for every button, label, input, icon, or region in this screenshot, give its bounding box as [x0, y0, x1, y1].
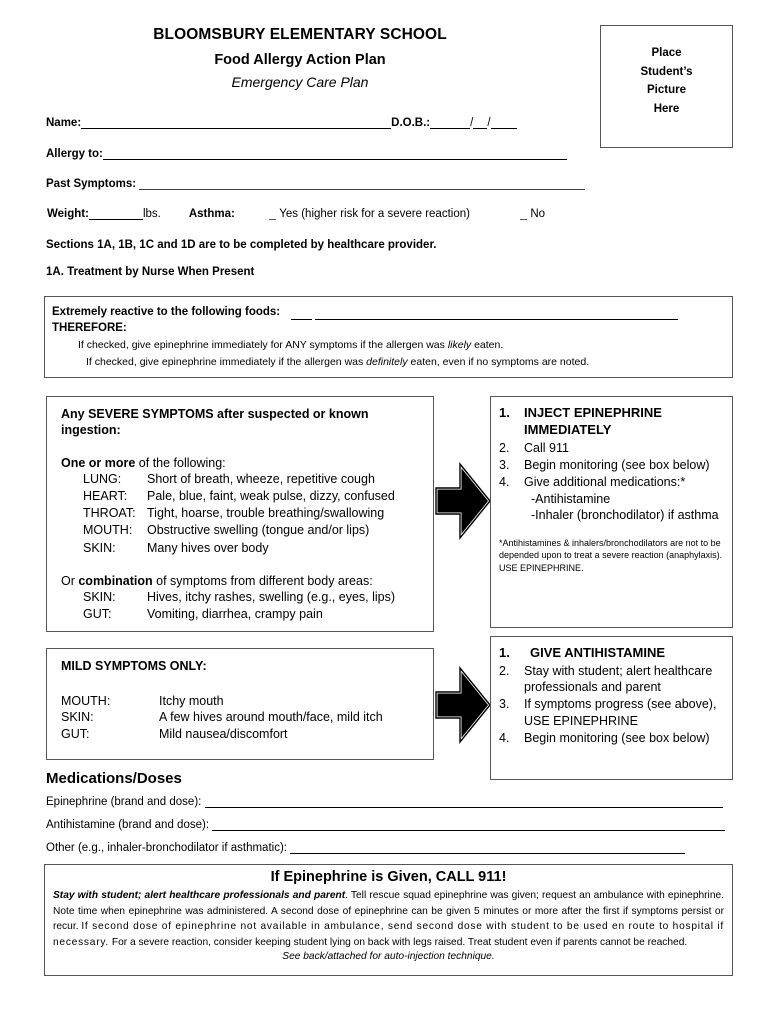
step-number: 1. [499, 645, 510, 660]
weight-unit-label: lbs. [142, 208, 161, 220]
medications-title: Medications/Doses [46, 770, 182, 787]
table-row [61, 606, 395, 623]
dob-slash-2: / [487, 117, 491, 129]
picture-placeholder-line-3: Picture [647, 84, 686, 97]
asthma-yes-label: Yes (higher risk for a severe reaction) [279, 208, 470, 220]
symptom-key: GUT: [61, 726, 90, 741]
therefore-label: THEREFORE: [52, 322, 127, 334]
table-row [61, 709, 383, 725]
step-text: Stay with student; alert healthcare professionals and parent [524, 663, 713, 695]
student-picture-placeholder[interactable] [600, 25, 733, 148]
reactive-instruction-2: If checked, give epinephrine immediately if the allergen was definitely eaten, even if no symptoms are noted. [86, 356, 590, 368]
call-911-title: If Epinephrine is Given, CALL 911! [270, 869, 507, 885]
school-name: BLOOMSBURY ELEMENTARY SCHOOL [153, 26, 447, 43]
picture-placeholder-line-4: Here [653, 102, 680, 115]
inject-epinephrine-box [490, 396, 733, 628]
symptom-key: SKIN: [61, 710, 94, 725]
call-911-footer: See back/attached for auto-injection technique. [282, 951, 495, 962]
dob-month-input[interactable] [430, 118, 470, 129]
weight-asthma-row [47, 208, 545, 220]
symptom-value: Pale, blue, faint, weak pulse, dizzy, confused [147, 489, 395, 504]
medication-label: Epinephrine (brand and dose): [46, 796, 202, 808]
severe-symptoms-box [46, 396, 434, 632]
combination-symptom-table [61, 589, 395, 623]
asthma-label: Asthma: [188, 208, 235, 220]
symptom-key: GUT: [83, 606, 112, 621]
other-medication-input[interactable] [290, 843, 685, 854]
picture-placeholder-line-1: Place [651, 47, 682, 59]
symptom-value: Hives, itchy rashes, swelling (e.g., eyes, lips) [147, 589, 396, 604]
symptom-value: Obstructive swelling (tongue and/or lips) [147, 523, 370, 538]
step-number: 1. [499, 405, 510, 420]
symptom-key: HEART: [83, 489, 128, 504]
step-text: Begin monitoring (see box below) [524, 458, 710, 473]
page-subtitle: Emergency Care Plan [231, 74, 369, 90]
one-or-more-label: One or more of the following: [61, 456, 226, 470]
allergy-label: Allergy to: [46, 148, 103, 160]
call-911-box [44, 864, 733, 976]
antihistamine-dose-input[interactable] [212, 820, 725, 831]
past-symptoms-input[interactable] [139, 179, 585, 190]
name-label: Name: [46, 117, 82, 129]
table-row [61, 693, 383, 709]
table-row [61, 589, 395, 606]
right-arrow-icon [434, 666, 492, 749]
dob-slash-1: / [470, 117, 474, 129]
picture-placeholder-line-2: Student’s [640, 65, 693, 78]
step-text: Give additional medications:* [524, 475, 686, 490]
step-number: 4. [499, 475, 510, 490]
list-item [499, 663, 724, 696]
allergy-row [46, 148, 567, 160]
step-number: 2. [499, 663, 510, 678]
list-item [499, 440, 724, 456]
symptom-value: Short of breath, wheeze, repetitive cough [147, 472, 375, 486]
list-item [499, 457, 724, 473]
name-input[interactable] [81, 118, 391, 129]
symptom-value: A few hives around mouth/face, mild itch [159, 710, 383, 725]
mild-symptoms-box [46, 648, 434, 760]
symptom-key: MOUTH: [61, 694, 111, 708]
reactive-foods-input[interactable] [315, 309, 678, 320]
table-row [61, 505, 395, 522]
asthma-no-label: No [530, 208, 546, 220]
allergy-input[interactable] [103, 149, 567, 160]
table-row [61, 540, 395, 557]
reactive-title: Extremely reactive to the following foods: [52, 306, 281, 318]
dob-label: D.O.B.: [391, 117, 431, 129]
combination-label: Or combination of symptoms from different body areas: [61, 573, 373, 588]
asthma-yes-checkbox[interactable] [269, 216, 276, 220]
list-item [499, 730, 724, 746]
name-row [46, 117, 517, 129]
sections-note: Sections 1A, 1B, 1C and 1D are to be completed by healthcare provider. [46, 239, 437, 251]
weight-label: Weight: [47, 208, 89, 220]
symptom-key: SKIN: [83, 589, 116, 604]
medication-label: Antihistamine (brand and dose): [46, 819, 210, 831]
antihistamine-step-list [499, 645, 724, 746]
list-item [499, 474, 724, 523]
right-arrow-icon [434, 462, 492, 545]
symptom-value: Itchy mouth [159, 694, 224, 708]
table-row [61, 488, 395, 505]
step-text: GIVE ANTIHISTAMINE [530, 645, 666, 660]
step-number: 4. [499, 730, 510, 745]
medication-row-other [46, 842, 685, 854]
symptom-value: Many hives over body [147, 540, 269, 555]
table-row [61, 471, 395, 488]
past-symptoms-label: Past Symptoms: [46, 178, 137, 190]
dob-day-input[interactable] [473, 118, 487, 129]
weight-input[interactable] [89, 209, 143, 220]
symptom-key: MOUTH: [83, 523, 133, 538]
step-number: 3. [499, 697, 510, 712]
document-header [0, 26, 600, 90]
severe-symptom-table [61, 471, 395, 557]
medication-row-antihistamine [46, 819, 725, 831]
section-1a-heading: 1A. Treatment by Nurse When Present [46, 266, 255, 278]
list-item [499, 696, 724, 729]
step-number: 3. [499, 458, 510, 473]
step-text: INJECT EPINEPHRINE IMMEDIATELY [524, 405, 662, 437]
list-item [499, 405, 724, 439]
reactive-checkbox[interactable] [291, 309, 312, 320]
symptom-key: THROAT: [83, 506, 136, 521]
epinephrine-dose-input[interactable] [205, 797, 723, 808]
call-911-body: Stay with student; alert healthcare professionals and parent. Tell rescue squad epinephrine was given; request an ambulance with epinephrine. Note time when epinephrine was administered. A second dose of epinephrine can be given 5 minutes or more after the first if symptoms persist or recur. If second dose of epinephrine not available in ambulance, send second dose with student to be used en route to hospital if necessary. For a severe reaction, consider keeping student lying on back with legs raised. Treat student even if parents cannot be reached. [53, 890, 724, 948]
step-text: If symptoms progress (see above), USE EPINEPHRINE [524, 697, 717, 728]
reactive-instruction-1: If checked, give epinephrine immediately for ANY symptoms if the allergen was likely eaten. [78, 339, 504, 351]
call-911-lead: Stay with student; alert healthcare professionals and parent [53, 890, 346, 901]
symptom-value: Tight, hoarse, trouble breathing/swallowing [147, 506, 385, 521]
give-antihistamine-box [490, 636, 733, 780]
symptom-value: Vomiting, diarrhea, crampy pain [147, 606, 323, 621]
extremely-reactive-box [44, 296, 733, 378]
symptom-key: SKIN: [83, 540, 116, 555]
step-sub-item: -Inhaler (bronchodilator) if asthma [531, 507, 719, 522]
dob-year-input[interactable] [491, 118, 517, 129]
mild-heading: MILD SYMPTOMS ONLY: [61, 659, 207, 673]
list-item [499, 645, 724, 662]
step-text: Call 911 [524, 440, 569, 455]
mild-symptom-table [61, 693, 383, 742]
table-row [61, 726, 383, 742]
epinephrine-step-list [499, 405, 724, 523]
medication-row-epinephrine [46, 796, 723, 808]
symptom-value: Mild nausea/discomfort [159, 726, 288, 741]
severe-heading: Any SEVERE SYMPTOMS after suspected or known ingestion: [61, 407, 369, 437]
medication-label: Other (e.g., inhaler-bronchodilator if asthmatic): [46, 842, 287, 854]
epinephrine-footnote: *Antihistamines & inhalers/bronchodilators are not to be depended upon to treat a severe reaction (anaphylaxis). USE EPINEPHRINE. [499, 538, 723, 573]
page-title: Food Allergy Action Plan [214, 52, 386, 68]
symptom-key: LUNG: [83, 472, 122, 486]
table-row [61, 522, 395, 539]
reactive-title-row [52, 302, 725, 320]
past-symptoms-row [46, 178, 585, 190]
asthma-no-checkbox[interactable] [520, 216, 527, 220]
step-number: 2. [499, 440, 510, 455]
step-sub-item: -Antihistamine [531, 491, 611, 506]
step-text: Begin monitoring (see box below) [524, 730, 710, 745]
